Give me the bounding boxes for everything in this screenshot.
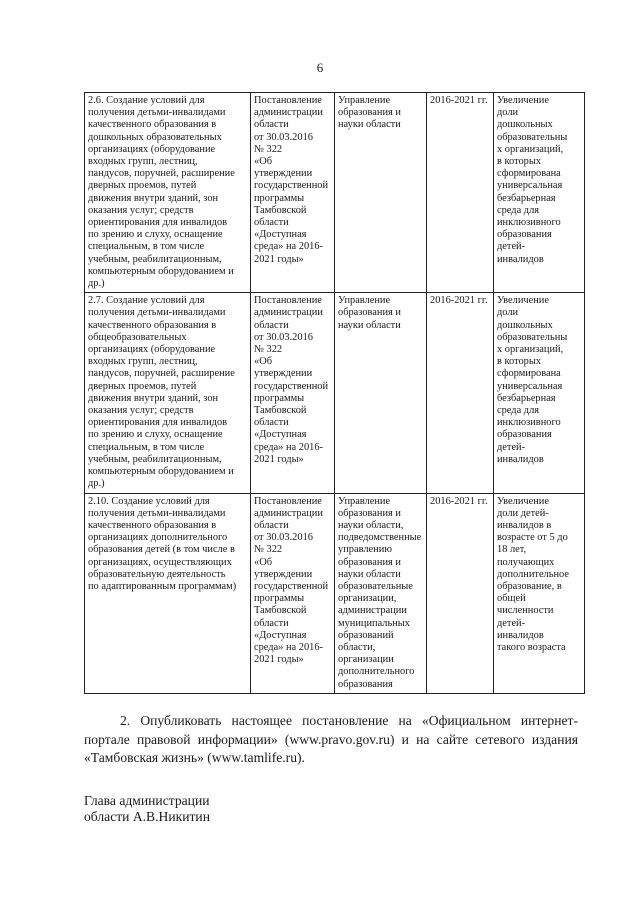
executor-cell: Управление образования и науки области [335,293,427,493]
document-cell: Постановление администрации области от 30.03.2016 № 322 «Об утверждении государственной программы Тамбовской области «Доступная среда» на 2016- 2021 годы» [251,93,335,293]
result-cell: Увеличение доли детей- инвалидов в возрасте от 5 до 18 лет, получающих дополнительное образование, в общей численности детей- инвалидов такого возраста [494,493,585,693]
measures-table [84,92,585,694]
period-cell: 2016-2021 гг. [427,293,494,493]
document-cell: Постановление администрации области от 30.03.2016 № 322 «Об утверждении государственной программы Тамбовской области «Доступная среда» на 2016- 2021 годы» [251,493,335,693]
measure-cell: 2.6. Создание условий для получения детьми-инвалидами качественного образования в дошкольных образовательных организациях (оборудование входных групп, лестниц, пандусов, поручней, расширение дверных проемов, путей движения внутри зданий, зон оказания услуг; средств ориентирования для инвалидов по зрению и слуху, оснащение специальным, в том числе учебным, реабилитационным, компьютерным оборудованием и др.) [85,93,251,293]
period-cell: 2016-2021 гг. [427,493,494,693]
signature-block [84,793,210,825]
document-cell: Постановление администрации области от 30.03.2016 № 322 «Об утверждении государственной программы Тамбовской области «Доступная среда» на 2016- 2021 годы» [251,293,335,493]
result-cell: Увеличение доли дошкольных образовательны х организаций, в которых сформирована универсальная безбарьерная среда для инклюзивного образования детей- инвалидов [494,93,585,293]
publication-paragraph: 2. Опубликовать настоящее постановление на «Официальном интернет-портале правовой информации» (www.pravo.gov.ru) и на сайте сетевого издания «Тамбовская жизнь» (www.tamlife.ru). [84,713,578,765]
executor-cell: Управление образования и науки области, подведомственные управлению образования и науки области образовательные организации, администрации муниципальных образований области, организации дополнительного образования [335,493,427,693]
page-number: 6 [316,60,324,75]
measure-cell: 2.7. Создание условий для получения детьми-инвалидами качественного образования в общеобразовательных организациях (оборудование входных групп, лестниц, пандусов, поручней, расширение дверных проемов, путей движения внутри зданий, зон оказания услуг; средств ориентирования для инвалидов по зрению и слуху, оснащение специальным, в том числе учебным, реабилитационным, компьютерным оборудованием и др.) [85,293,251,493]
result-cell: Увеличение доли дошкольных образовательны х организаций, в которых сформирована универсальная безбарьерная среда для инклюзивного образования детей- инвалидов [494,293,585,493]
table-row [85,93,585,293]
signatory-title: Глава администрации [84,793,210,808]
table-row [85,493,585,693]
table-row [85,293,585,493]
executor-cell: Управление образования и науки области [335,93,427,293]
period-cell: 2016-2021 гг. [427,93,494,293]
measure-cell: 2.10. Создание условий для получения детьми-инвалидами качественного образования в организациях дополнительного образования детей (в том числе в организациях, осуществляющих образовательную деятельность по адаптированным программам) [85,493,251,693]
signatory-name: области А.В.Никитин [84,809,210,824]
